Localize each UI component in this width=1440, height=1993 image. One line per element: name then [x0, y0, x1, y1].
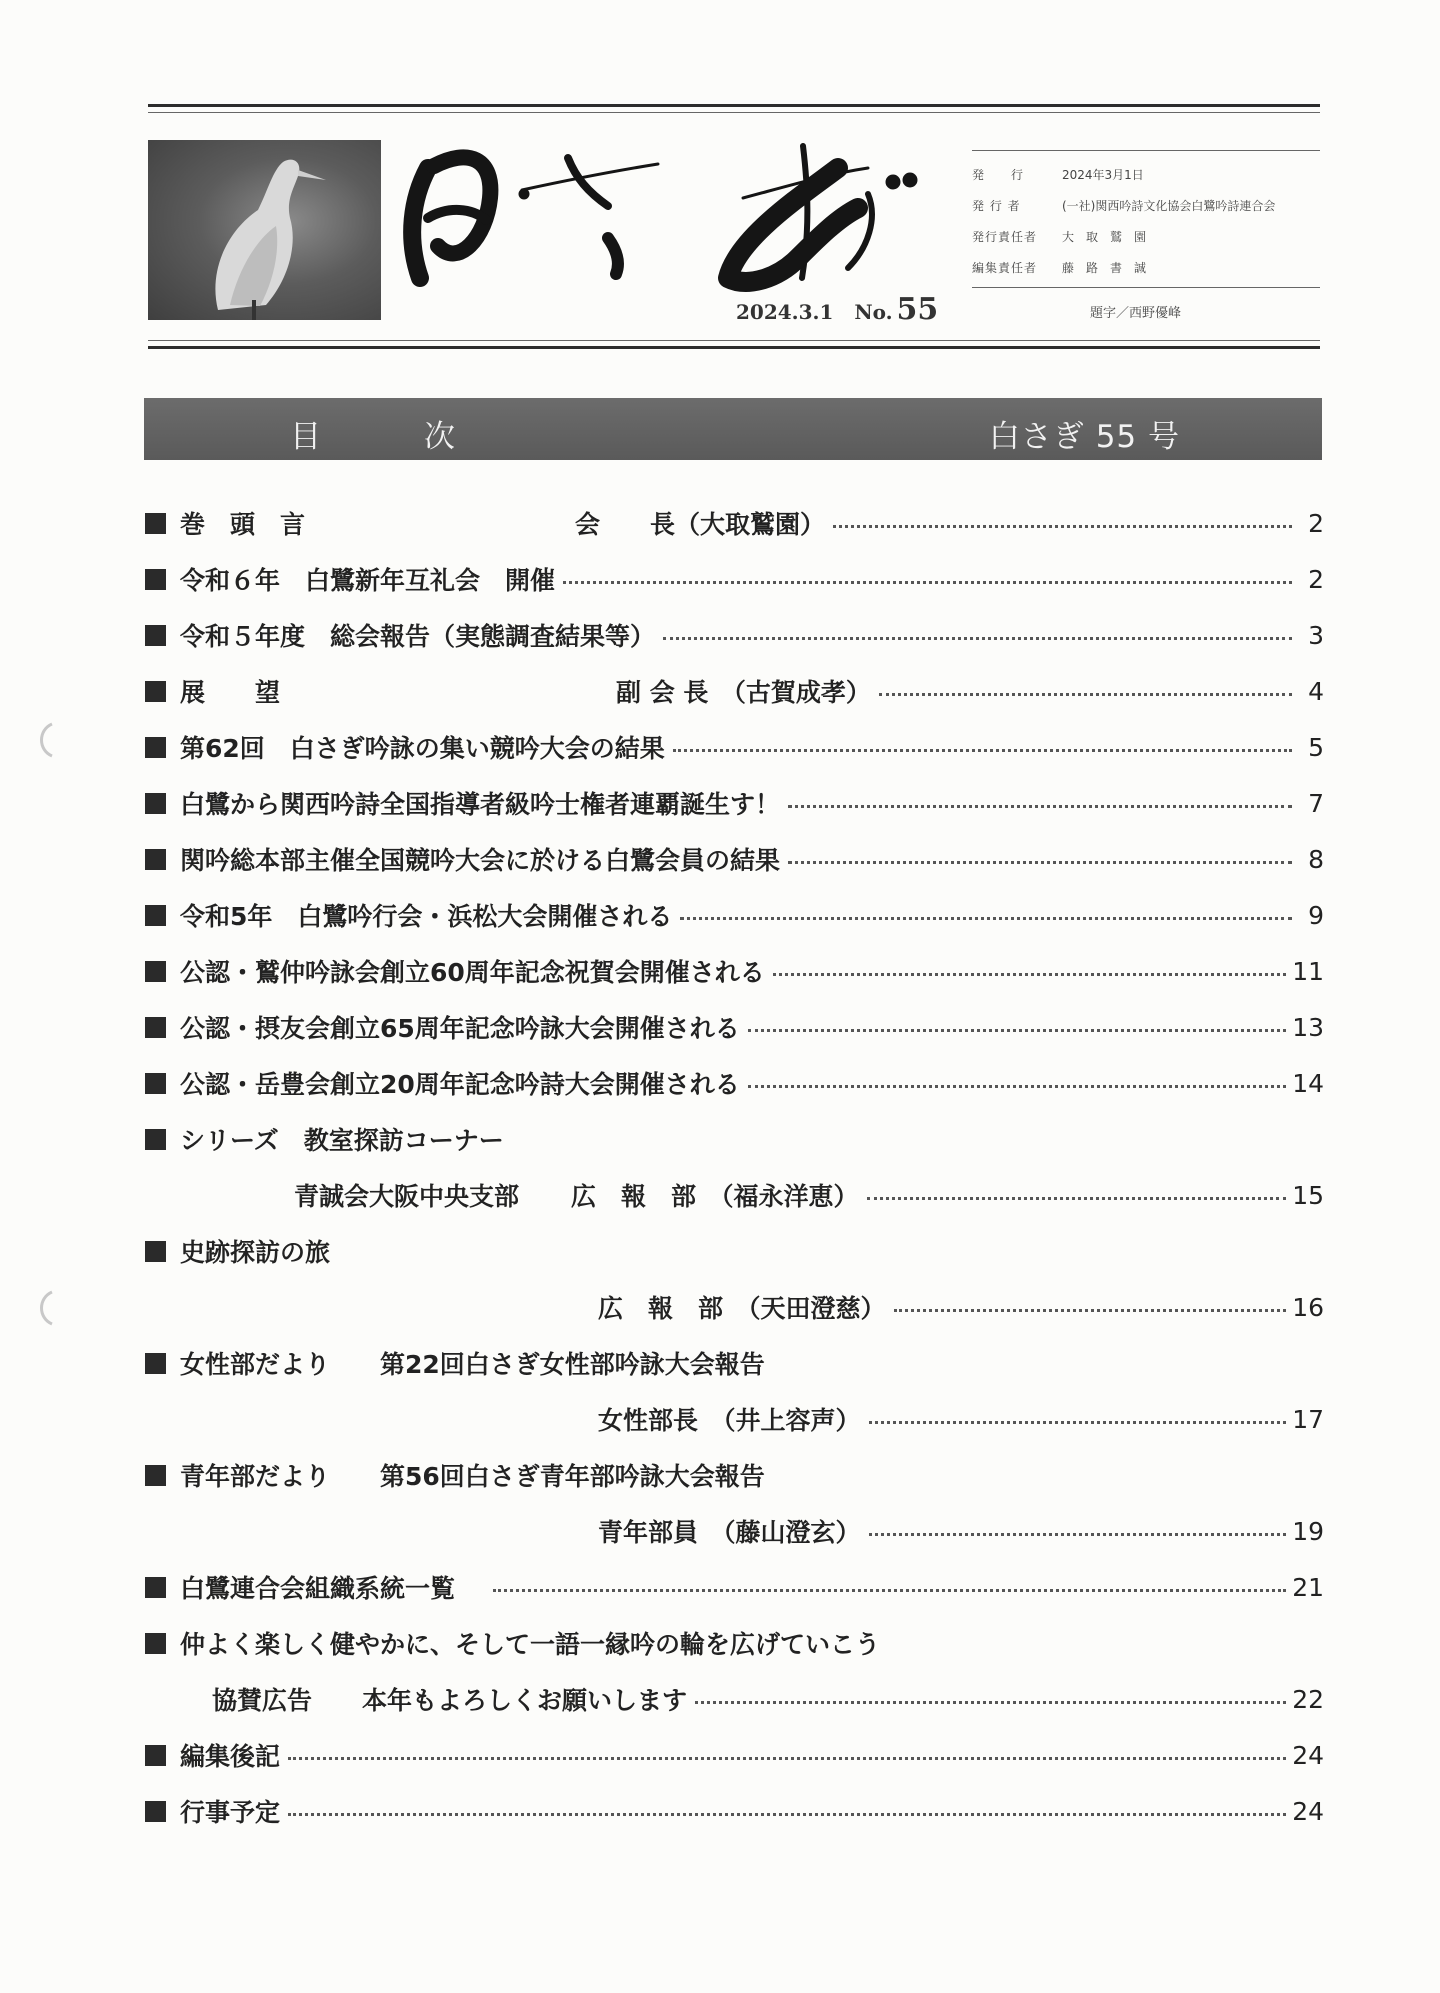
pubinfo-row: [972, 190, 1320, 221]
toc-entry-title: 編集後記: [180, 1742, 281, 1771]
dot-leader: [748, 1029, 1286, 1032]
punch-hole-mark: [30, 720, 60, 760]
toc-entry-title: 公認・摂友会創立65周年記念吟詠大会開催される: [180, 1014, 740, 1043]
toc-entry-subtitle: 青誠会大阪中央支部: [294, 1182, 520, 1211]
pubinfo-value: 2024年3月1日: [1062, 168, 1144, 182]
toc-entry-continuation[interactable]: [142, 1391, 1324, 1447]
toc-entry[interactable]: [142, 607, 1324, 663]
bullet-square-icon: [145, 1129, 166, 1150]
toc-title-char-1: 目: [290, 419, 323, 455]
bullet-square-icon: [145, 1801, 166, 1822]
punch-hole-mark: [30, 1288, 60, 1328]
toc-entry[interactable]: [142, 775, 1324, 831]
dot-leader: [288, 1757, 1286, 1760]
toc-entry-page: 4: [1308, 676, 1324, 706]
bullet-square-icon: [145, 1577, 166, 1598]
calligraphy-logo: [398, 128, 958, 308]
dot-leader: [869, 1533, 1287, 1536]
dot-leader: [695, 1701, 1286, 1704]
toc-entry-title: 令和5年 白鷺吟行会・浜松大会開催される: [180, 902, 673, 931]
dot-leader: [833, 525, 1292, 528]
toc-entry[interactable]: [142, 551, 1324, 607]
pubinfo-value: (一社)関西吟詩文化協会白鷺吟詩連合会: [1062, 199, 1276, 213]
masthead-top-rule: [148, 104, 1320, 107]
issue-date: 2024.3.1: [736, 300, 834, 324]
toc-entry[interactable]: [142, 1111, 1324, 1167]
toc-entry[interactable]: [142, 1223, 1324, 1279]
bullet-square-icon: [145, 905, 166, 926]
toc-entry-title: 仲よく楽しく健やかに、そして一語一縁吟の輪を広げていこう: [180, 1630, 881, 1659]
toc-entry[interactable]: [142, 719, 1324, 775]
toc-entry-page: 5: [1308, 732, 1324, 762]
publication-info: [972, 150, 1320, 296]
bullet-square-icon: [145, 737, 166, 758]
toc-entry-page: 7: [1308, 788, 1324, 818]
issue-title: 白さぎ 55 号: [988, 419, 1180, 455]
toc-entry-title: 女性部だより 第22回白さぎ女性部吟詠大会報告: [180, 1350, 765, 1379]
toc-entry[interactable]: [142, 1783, 1324, 1839]
dot-leader: [288, 1813, 1286, 1816]
toc-entry-continuation[interactable]: [142, 1503, 1324, 1559]
toc-entry-page: 24: [1292, 1796, 1324, 1826]
pubinfo-value: 大 取 鷲 園: [1062, 230, 1147, 244]
toc-entry[interactable]: [142, 1559, 1324, 1615]
toc-entry[interactable]: [142, 495, 1324, 551]
toc-entry-page: 2: [1308, 564, 1324, 594]
toc-entry-title: 展 望: [180, 678, 281, 707]
toc-entry-page: 3: [1308, 620, 1324, 650]
bullet-square-icon: [145, 681, 166, 702]
calligraphy-credit: 題字／西野優峰: [1090, 306, 1182, 321]
toc-entry-title: 公認・岳豊会創立20周年記念吟詩大会開催される: [180, 1070, 740, 1099]
toc-entry[interactable]: [142, 1335, 1324, 1391]
issue-no: 55: [896, 292, 939, 327]
toc-entry[interactable]: [142, 831, 1324, 887]
toc-entry-title: 令和６年 白鷺新年互礼会 開催: [180, 566, 556, 595]
toc-entry-title: 関吟総本部主催全国競吟大会に於ける白鷺会員の結果: [180, 846, 781, 875]
toc-entry-page: 11: [1292, 956, 1324, 986]
dot-leader: [493, 1589, 1286, 1592]
dot-leader: [788, 861, 1292, 864]
toc-entry-title: 令和５年度 総会報告（実態調査結果等）: [180, 622, 656, 651]
toc-entry[interactable]: [142, 887, 1324, 943]
dot-leader: [867, 1197, 1287, 1200]
dot-leader: [748, 1085, 1286, 1088]
toc-entry-page: 21: [1292, 1572, 1324, 1602]
toc-entry-page: 17: [1292, 1404, 1324, 1434]
pubinfo-bottom-rule: [972, 287, 1320, 288]
toc-entry[interactable]: [142, 999, 1324, 1055]
dot-leader: [673, 749, 1292, 752]
toc-entry-author: 会 長（大取鷲園）: [575, 510, 826, 539]
toc-entry-title: 史跡探訪の旅: [180, 1238, 331, 1267]
toc-entry-author: 広 報 部 （天田澄慈）: [598, 1294, 886, 1323]
toc-entry-author: 青年部員 （藤山澄玄）: [598, 1518, 861, 1547]
issue-no-label: No.: [854, 300, 893, 324]
dot-leader: [563, 581, 1292, 584]
toc-entry-title: 白鷺から関西吟詩全国指導者級吟士権者連覇誕生す！: [180, 790, 781, 819]
toc-entry-subtitle: 協賛広告: [212, 1686, 313, 1715]
dot-leader: [869, 1421, 1287, 1424]
toc-entry-page: 22: [1292, 1684, 1324, 1714]
toc-entry-title: 行事予定: [180, 1798, 281, 1827]
toc-entry-continuation[interactable]: [142, 1167, 1324, 1223]
bullet-square-icon: [145, 961, 166, 982]
toc-entry-title: 巻 頭 言: [180, 510, 306, 539]
bullet-square-icon: [145, 1241, 166, 1262]
bullet-square-icon: [145, 1633, 166, 1654]
toc-entry[interactable]: [142, 1615, 1324, 1671]
bullet-square-icon: [145, 625, 166, 646]
toc-entry-author: 女性部長 （井上容声）: [598, 1406, 861, 1435]
pubinfo-top-rule: [972, 150, 1320, 151]
issue-number: [736, 292, 938, 327]
toc-entry[interactable]: [142, 1727, 1324, 1783]
pubinfo-key: 発 行: [972, 168, 1025, 182]
pubinfo-key: 発 行 者: [972, 199, 1021, 213]
toc-entry-page: 8: [1308, 844, 1324, 874]
bullet-square-icon: [145, 1353, 166, 1374]
toc-entry-page: 15: [1292, 1180, 1324, 1210]
pubinfo-key: 発行責任者: [972, 230, 1038, 244]
dot-leader: [663, 637, 1292, 640]
toc-entry[interactable]: [142, 1447, 1324, 1503]
toc-title-char-2: 次: [424, 419, 455, 455]
dot-leader: [788, 805, 1292, 808]
bullet-square-icon: [145, 1017, 166, 1038]
toc-entry[interactable]: [142, 1055, 1324, 1111]
bullet-square-icon: [145, 569, 166, 590]
dot-leader: [680, 917, 1292, 920]
table-of-contents: [142, 495, 1324, 1839]
masthead-bottom-rule: [148, 346, 1320, 349]
bullet-square-icon: [145, 1073, 166, 1094]
toc-entry-title: シリーズ 教室探訪コーナー: [180, 1126, 504, 1155]
dot-leader: [773, 973, 1286, 976]
toc-entry-title: 白鷺連合会組織系統一覧: [180, 1574, 456, 1603]
toc-entry[interactable]: [142, 663, 1324, 719]
masthead-top-rule-thin: [148, 112, 1320, 113]
pubinfo-value: 藤 路 書 誠: [1062, 261, 1147, 275]
toc-entry-title: 第62回 白さぎ吟詠の集い競吟大会の結果: [180, 734, 665, 763]
toc-entry-page: 19: [1292, 1516, 1324, 1546]
bullet-square-icon: [145, 1745, 166, 1766]
toc-entry-page: 2: [1308, 508, 1324, 538]
toc-entry-author: 広 報 部 （福永洋恵）: [571, 1182, 859, 1211]
toc-entry-continuation[interactable]: [142, 1671, 1324, 1727]
toc-entry-title: 公認・鷲仲吟詠会創立60周年記念祝賀会開催される: [180, 958, 765, 987]
toc-title-bar: [144, 398, 1322, 460]
dot-leader: [879, 693, 1292, 696]
toc-entry-page: 24: [1292, 1740, 1324, 1770]
toc-entry-page: 13: [1292, 1012, 1324, 1042]
toc-entry-author: 副 会 長 （古賀成孝）: [616, 678, 871, 707]
bullet-square-icon: [145, 513, 166, 534]
pubinfo-key: 編集責任者: [972, 261, 1038, 275]
toc-entry-title: 青年部だより 第56回白さぎ青年部吟詠大会報告: [180, 1462, 765, 1491]
toc-entry-page: 16: [1292, 1292, 1324, 1322]
pubinfo-row: [972, 252, 1320, 283]
toc-entry-continuation[interactable]: [142, 1279, 1324, 1335]
toc-entry-page: 9: [1308, 900, 1324, 930]
bullet-square-icon: [145, 793, 166, 814]
pubinfo-row: [972, 159, 1320, 190]
heron-photo: [148, 140, 381, 320]
bullet-square-icon: [145, 849, 166, 870]
bullet-square-icon: [145, 1465, 166, 1486]
masthead-bottom-rule-thin: [148, 340, 1320, 341]
toc-entry[interactable]: [142, 943, 1324, 999]
dot-leader: [894, 1309, 1287, 1312]
pubinfo-row: [972, 221, 1320, 252]
toc-entry-page: 14: [1292, 1068, 1324, 1098]
toc-entry-subtitle-2: 本年もよろしくお願いします: [362, 1686, 688, 1715]
